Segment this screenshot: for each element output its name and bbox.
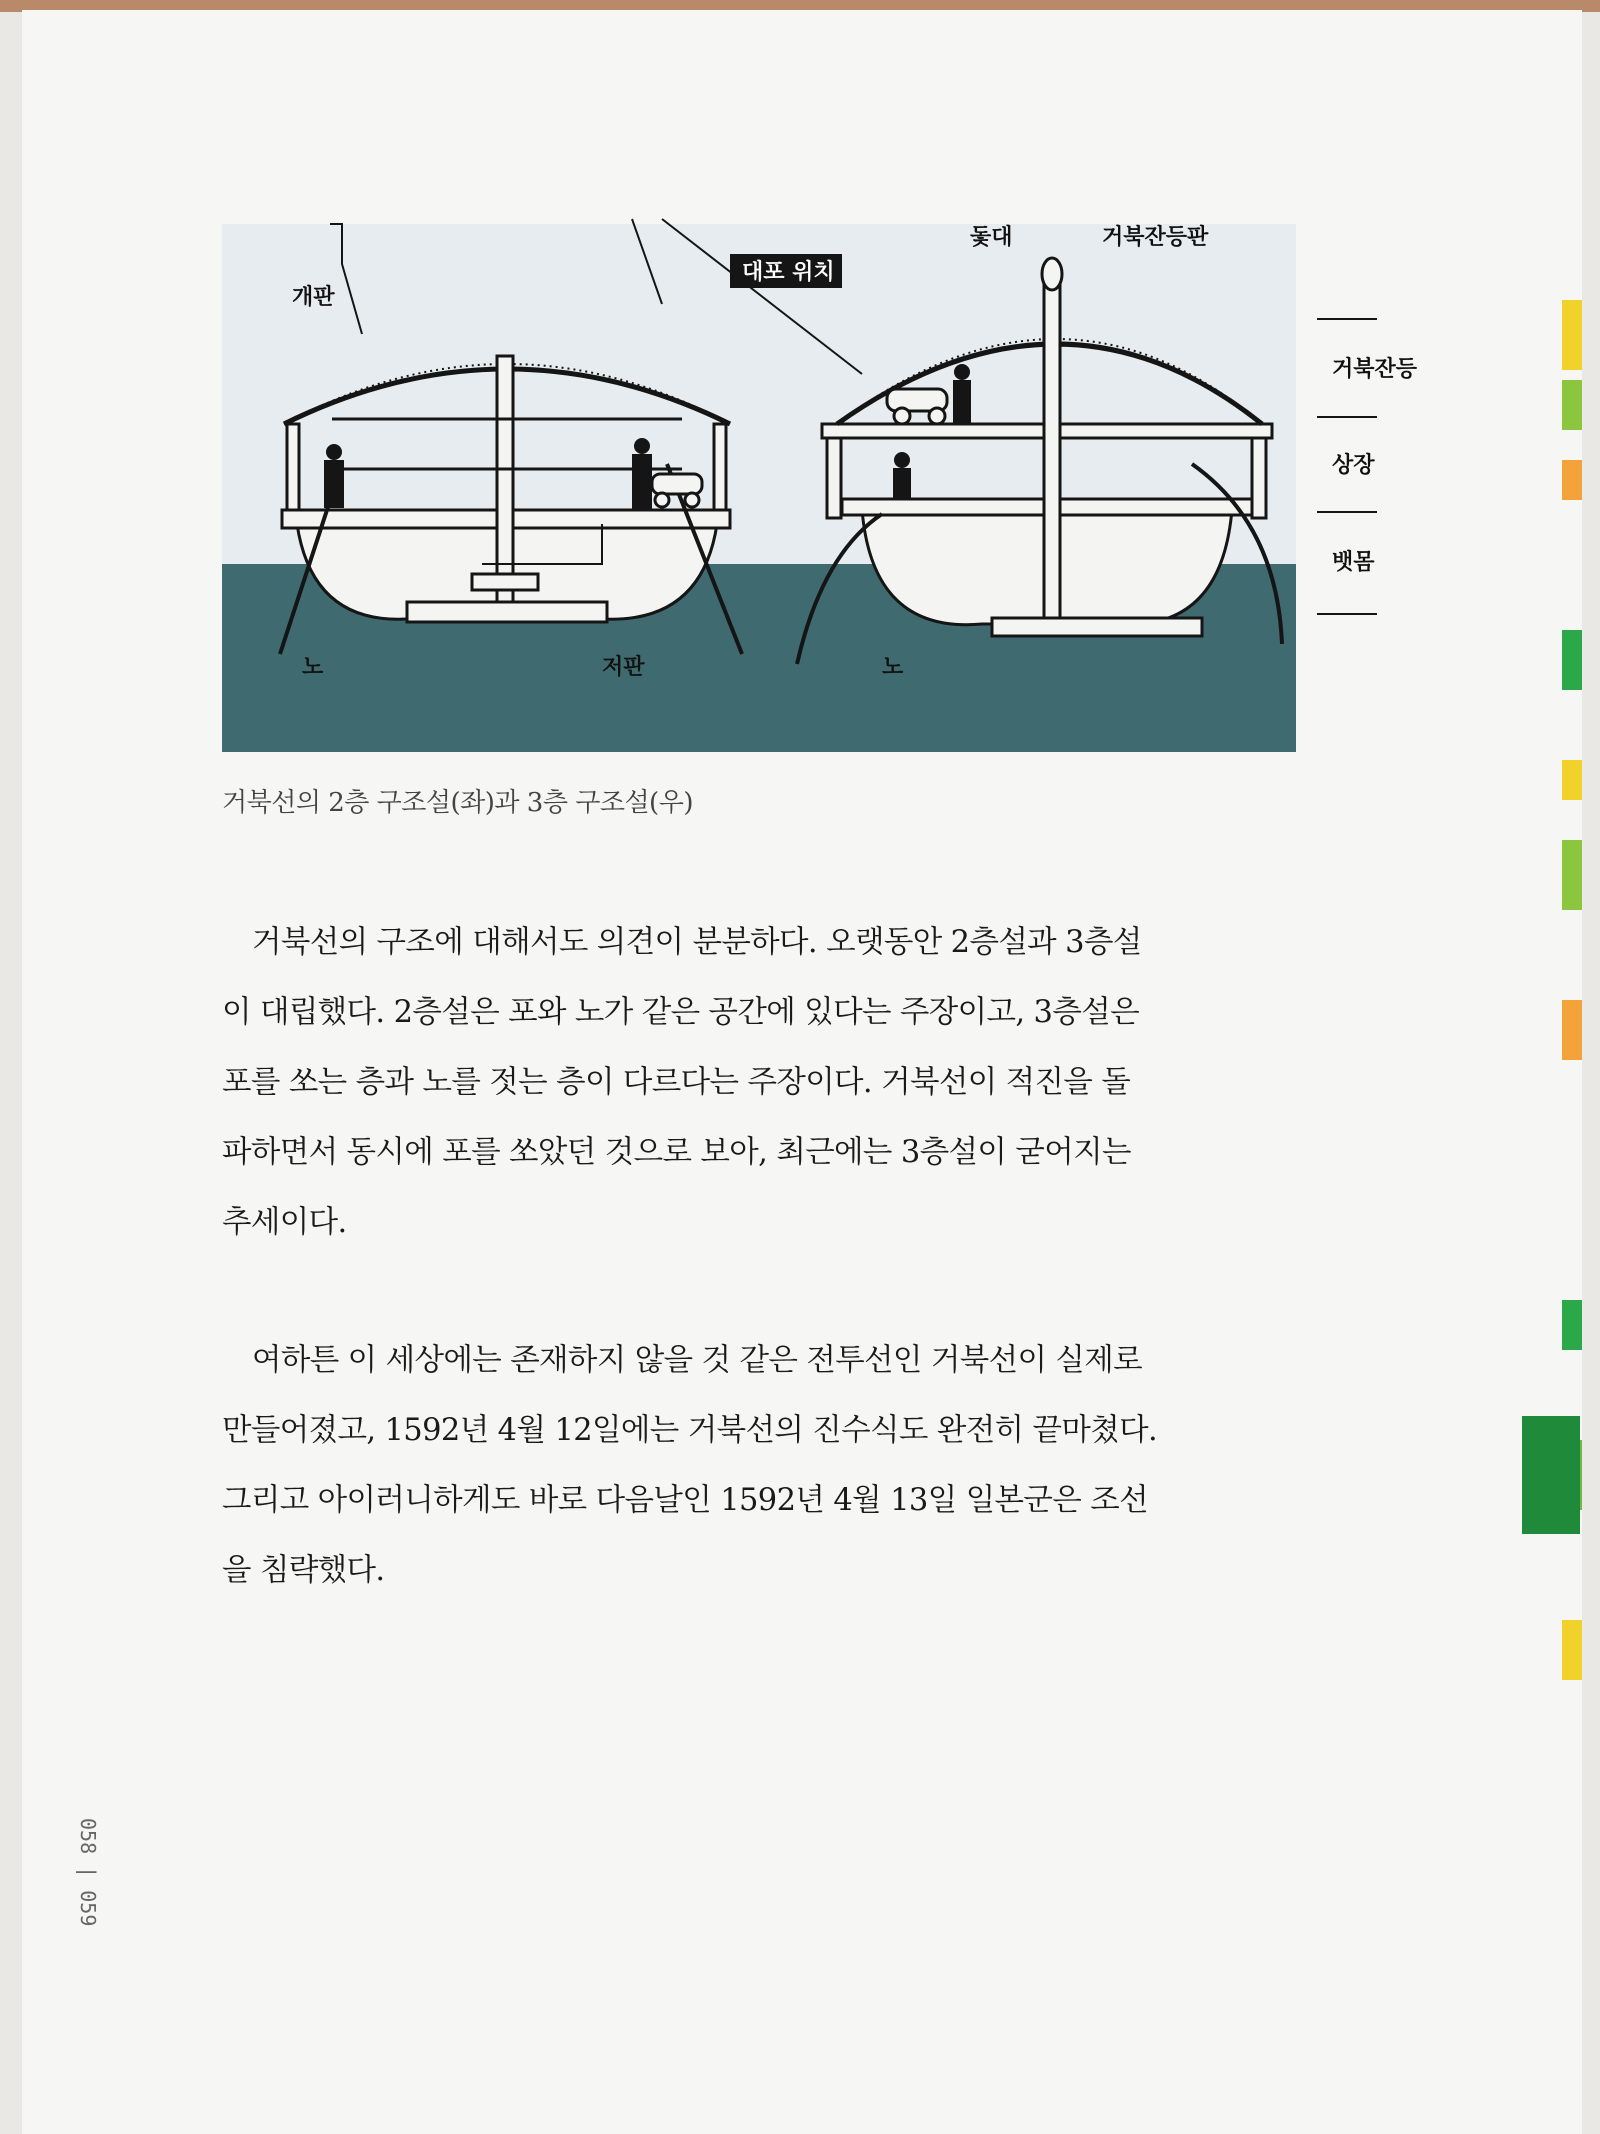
edge-tab xyxy=(1562,1620,1582,1680)
folio-text: 058 | 059 xyxy=(76,1818,100,1927)
cannon-wheel xyxy=(894,408,910,424)
cannon-wheel xyxy=(929,408,945,424)
right-mast xyxy=(1044,274,1060,624)
figure-caption: 거북선의 2층 구조설(좌)과 3층 구조설(우) xyxy=(222,788,693,818)
dotdae-label: 돛대 xyxy=(970,225,1013,250)
paragraph-line: 만들어졌고, 1592년 4월 12일에는 거북선의 진수식도 완전히 끝마쳤다. xyxy=(222,1413,1158,1448)
left-keel-block xyxy=(472,574,538,590)
paragraph-line: 그리고 아이러니하게도 바로 다음날인 1592년 4월 13일 일본군은 조선 xyxy=(222,1483,1148,1518)
paragraph-line: 파하면서 동시에 포를 쏘았던 것으로 보아, 최근에는 3층설이 굳어지는 xyxy=(222,1135,1131,1170)
cannon-wheel xyxy=(655,493,669,507)
edge-color-tabs xyxy=(1562,300,1582,2000)
right-wall-l xyxy=(827,438,841,518)
dim-bot-label: 뱃몸 xyxy=(1332,550,1375,575)
left-cannon xyxy=(652,474,702,494)
cross-section-diagram xyxy=(222,224,1418,752)
paragraph-line: 여하튼 이 세상에는 존재하지 않을 것 같은 전투선인 거북선이 실제로 xyxy=(252,1343,1143,1378)
mast-top xyxy=(1042,258,1062,290)
right-wall xyxy=(714,424,726,510)
left-wall xyxy=(287,424,299,510)
dim-mid-label: 상장 xyxy=(1332,453,1375,478)
paragraph-line: 이 대립했다. 2층설은 포와 노가 같은 공간에 있다는 주장이고, 3층설은 xyxy=(222,995,1139,1030)
cannon-wheel xyxy=(685,493,699,507)
jeopan-label: 저판 xyxy=(602,655,645,680)
paragraph-2 xyxy=(222,1326,1206,1606)
paragraph-line: 포를 쏘는 층과 노를 젓는 층이 다르다는 주장이다. 거북선이 적진을 돌 xyxy=(222,1065,1131,1100)
paragraph-line: 거북선의 구조에 대해서도 의견이 분분하다. 오랫동안 2층설과 3층설 xyxy=(252,925,1142,960)
gaepan-label: 개판 xyxy=(292,285,335,310)
edge-tab xyxy=(1562,1300,1582,1350)
panel-label: 거북잔등판 xyxy=(1102,225,1209,250)
edge-tab xyxy=(1562,1000,1582,1060)
edge-tab xyxy=(1562,460,1582,500)
edge-tab xyxy=(1562,380,1582,430)
paragraph-line: 을 침략했다. xyxy=(222,1553,385,1588)
section-tab xyxy=(1522,1416,1580,1534)
edge-tab xyxy=(1562,840,1582,910)
page-numbers xyxy=(76,1818,170,1968)
right-bottom-plank xyxy=(992,618,1202,636)
left-bottom-plank xyxy=(407,602,607,622)
turtle-ship-cross-section-figure xyxy=(222,224,1418,752)
paragraph-line: 추세이다. xyxy=(222,1205,347,1240)
paragraph-1 xyxy=(222,908,1206,1258)
daepo-label: 대포 위치 xyxy=(742,260,835,285)
no-right-label: 노 xyxy=(882,655,904,680)
edge-tab xyxy=(1562,760,1582,800)
edge-tab xyxy=(1562,630,1582,690)
no-left-label: 노 xyxy=(302,655,324,680)
edge-tab xyxy=(1562,300,1582,370)
right-wall-r xyxy=(1252,438,1266,518)
dim-top-label: 거북잔등 xyxy=(1332,357,1418,382)
